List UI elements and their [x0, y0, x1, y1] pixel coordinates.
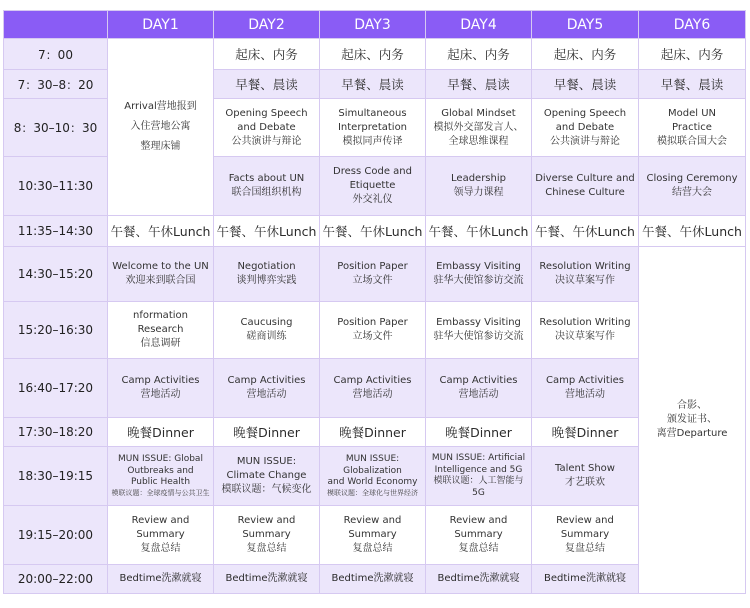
table-row — [4, 39, 746, 70]
activity-cell — [426, 302, 532, 359]
time-cell: 15:20–16:30 — [4, 302, 108, 359]
activity-cell: 午餐、午休Lunch — [532, 216, 639, 247]
activity-cell — [108, 247, 214, 302]
cell-line: 复盘总结 — [352, 543, 393, 554]
cell-line: Review and — [449, 515, 508, 526]
cell-line: and World Economy — [327, 477, 418, 488]
time-cell: 19:15–20:00 — [4, 506, 108, 565]
cell-line: Resolution Writing — [539, 261, 631, 272]
cell-line: Opening Speech — [225, 107, 308, 119]
cell-line: Model UN — [667, 107, 716, 119]
activity-cell — [426, 157, 532, 216]
cell-line: 外交礼仪 — [352, 194, 393, 205]
cell-line: 模拟同声传译 — [342, 135, 403, 147]
header-row — [4, 11, 746, 39]
cell-line: 立场文件 — [352, 275, 393, 286]
cell-line: 公共演讲与辩论 — [231, 135, 302, 147]
activity-cell: 午餐、午休Lunch — [639, 216, 746, 247]
activity-cell — [532, 99, 639, 157]
activity-cell — [108, 302, 214, 359]
activity-cell — [214, 359, 320, 418]
time-cell: 18:30–19:15 — [4, 447, 108, 506]
activity-cell: 起床、内务 — [639, 39, 746, 70]
cell-line: 营地活动 — [246, 389, 287, 400]
cell-line: 模联议题：人工智能与5G — [433, 476, 524, 498]
cell-line: 营地活动 — [565, 389, 605, 400]
cell-line: Facts about UN — [228, 173, 305, 184]
cell-line: Global Mindset — [441, 107, 516, 119]
activity-cell — [320, 302, 426, 359]
activity-cell — [320, 99, 426, 157]
activity-cell — [320, 247, 426, 302]
cell-line: Embassy Visiting — [436, 261, 521, 272]
cell-line: 离营Departure — [656, 428, 728, 439]
cell-line: Review and — [131, 515, 190, 526]
schedule-table — [3, 10, 746, 594]
cell-line: 领导力课程 — [453, 187, 504, 198]
cell-line: 模拟联合国大会 — [657, 135, 727, 147]
time-cell: 7：00 — [4, 39, 108, 70]
cell-line: 驻华大使馆参访交流 — [433, 275, 524, 286]
activity-cell: 早餐、晨读 — [320, 70, 426, 99]
activity-cell — [532, 247, 639, 302]
activity-cell: 午餐、午休Lunch — [320, 216, 426, 247]
cell-line: Arrival营地报到 — [124, 101, 197, 112]
time-cell: 20:00–22:00 — [4, 565, 108, 594]
cell-line: Summary — [454, 529, 503, 540]
time-cell: 11:35–14:30 — [4, 216, 108, 247]
table-row — [4, 302, 746, 359]
activity-cell — [108, 447, 214, 506]
time-cell: 17:30–18:20 — [4, 418, 108, 447]
day-header: DAY5 — [532, 11, 639, 39]
activity-cell: Bedtime洗漱就寝 — [426, 565, 532, 594]
cell-line: Summary — [560, 529, 610, 540]
cell-line: Embassy Visiting — [436, 317, 521, 328]
cell-line: 立场文件 — [352, 331, 393, 342]
activity-cell — [214, 506, 320, 565]
cell-line: Diverse Culture and — [535, 173, 635, 184]
cell-line: Review and — [343, 515, 402, 526]
activity-cell: 晚餐Dinner — [108, 418, 214, 447]
cell-line: 磋商训练 — [246, 331, 287, 342]
cell-line: 结营大会 — [672, 187, 712, 198]
activity-cell — [320, 447, 426, 506]
activity-cell — [214, 247, 320, 302]
activity-cell — [426, 99, 532, 157]
cell-line: 模联议题：全球化与世界经济 — [327, 488, 418, 497]
cell-line: 谈判博弈实践 — [236, 275, 297, 286]
time-cell: 10:30–11:30 — [4, 157, 108, 216]
cell-line: Public Health — [130, 477, 191, 488]
cell-line: Practice — [672, 121, 712, 133]
cell-line: Review and — [556, 515, 614, 526]
cell-line: 全球思维课程 — [448, 135, 509, 147]
cell-line: Summary — [242, 529, 291, 540]
activity-cell — [426, 247, 532, 302]
activity-cell: Bedtime洗漱就寝 — [214, 565, 320, 594]
activity-cell — [320, 506, 426, 565]
cell-line: Talent Show — [555, 463, 615, 474]
cell-line: Dress Code and — [333, 166, 412, 177]
cell-line: Simultaneous — [338, 107, 407, 119]
activity-cell — [214, 99, 320, 157]
cell-line: 复盘总结 — [140, 543, 181, 554]
cell-line: 欢迎来到联合国 — [125, 275, 196, 286]
activity-cell — [320, 359, 426, 418]
cell-line: 合影、 — [677, 400, 707, 411]
cell-line: 联合国组织机构 — [231, 187, 302, 198]
arrival-cell — [108, 39, 214, 216]
table-row — [4, 247, 746, 302]
cell-line: 颁发证书、 — [667, 414, 717, 425]
activity-cell: 午餐、午休Lunch — [426, 216, 532, 247]
cell-line: 复盘总结 — [565, 543, 605, 554]
cell-line: Outbreaks and — [127, 465, 194, 476]
cell-line: Leadership — [451, 173, 506, 184]
cell-line: 复盘总结 — [246, 543, 287, 554]
cell-line: MUN ISSUE: — [345, 454, 400, 465]
cell-line: 驻华大使馆参访交流 — [433, 331, 524, 342]
activity-cell: 晚餐Dinner — [214, 418, 320, 447]
activity-cell: 晚餐Dinner — [532, 418, 639, 447]
cell-line: Caucusing — [240, 317, 293, 328]
cell-line: 公共演讲与辩论 — [550, 135, 620, 147]
activity-cell — [532, 302, 639, 359]
activity-cell: 起床、内务 — [532, 39, 639, 70]
table-row — [4, 565, 746, 594]
table-row — [4, 506, 746, 565]
day-header: DAY6 — [639, 11, 746, 39]
cell-line: and Debate — [555, 121, 615, 133]
cell-line: and Debate — [237, 121, 296, 133]
activity-cell: 午餐、午休Lunch — [108, 216, 214, 247]
cell-line: Resolution Writing — [539, 317, 631, 328]
activity-cell: 起床、内务 — [426, 39, 532, 70]
cell-line: Interpretation — [337, 121, 408, 133]
activity-cell: Bedtime洗漱就寝 — [532, 565, 639, 594]
cell-line: Camp Activities — [546, 375, 624, 386]
cell-line: 决议草案写作 — [555, 331, 615, 342]
cell-line: Summary — [348, 529, 397, 540]
time-cell: 14:30–15:20 — [4, 247, 108, 302]
cell-line: 营地活动 — [352, 389, 393, 400]
activity-cell — [426, 359, 532, 418]
activity-cell: 午餐、午休Lunch — [214, 216, 320, 247]
activity-cell: 早餐、晨读 — [426, 70, 532, 99]
table-row — [4, 447, 746, 506]
cell-line: 模联议题：气候变化 — [221, 484, 312, 495]
cell-line: Opening Speech — [543, 107, 627, 119]
cell-line: Position Paper — [337, 261, 408, 272]
cell-line: 复盘总结 — [458, 543, 499, 554]
activity-cell: 早餐、晨读 — [532, 70, 639, 99]
cell-line: 营地活动 — [140, 389, 181, 400]
activity-cell — [639, 99, 746, 157]
time-cell: 7：30–8：20 — [4, 70, 108, 99]
departure-cell — [639, 247, 746, 594]
cell-line: Globalization — [343, 465, 402, 476]
cell-line: MUN ISSUE: — [236, 456, 297, 467]
activity-cell — [108, 506, 214, 565]
activity-cell — [532, 447, 639, 506]
activity-cell — [532, 506, 639, 565]
time-cell: 8：30–10：30 — [4, 99, 108, 157]
activity-cell: Bedtime洗漱就寝 — [108, 565, 214, 594]
day-header: DAY4 — [426, 11, 532, 39]
cell-line: Negotiation — [237, 261, 296, 272]
activity-cell — [532, 157, 639, 216]
time-cell: 16:40–17:20 — [4, 359, 108, 418]
cell-line: 信息调研 — [140, 338, 181, 349]
cell-line: Camp Activities — [439, 375, 518, 386]
activity-cell — [639, 157, 746, 216]
cell-line: Climate Change — [226, 470, 307, 481]
cell-line: Position Paper — [337, 317, 408, 328]
cell-line: 模联议题：全球疫情与公共卫生 — [111, 488, 210, 497]
table-row — [4, 359, 746, 418]
activity-cell: 早餐、晨读 — [214, 70, 320, 99]
activity-cell — [214, 302, 320, 359]
activity-cell — [426, 506, 532, 565]
header-corner — [4, 11, 108, 39]
cell-line: Closing Ceremony — [646, 173, 738, 184]
cell-line: Summary — [136, 529, 185, 540]
cell-line: 营地活动 — [458, 389, 499, 400]
activity-cell: Bedtime洗漱就寝 — [320, 565, 426, 594]
cell-line: 决议草案写作 — [555, 275, 615, 286]
activity-cell — [320, 157, 426, 216]
day-header: DAY1 — [108, 11, 214, 39]
activity-cell — [214, 157, 320, 216]
table-row — [4, 216, 746, 247]
cell-line: 入住营地公寓 — [130, 121, 191, 132]
cell-line: MUN ISSUE: Global — [118, 454, 203, 465]
cell-line: MUN ISSUE: Artificial — [431, 453, 526, 463]
activity-cell: 晚餐Dinner — [320, 418, 426, 447]
activity-cell: 起床、内务 — [320, 39, 426, 70]
activity-cell — [532, 359, 639, 418]
cell-line: Camp Activities — [121, 375, 200, 386]
cell-line: Chinese Culture — [545, 187, 625, 198]
cell-line: Camp Activities — [333, 375, 412, 386]
activity-cell — [426, 447, 532, 506]
cell-line: 才艺联欢 — [565, 477, 605, 488]
table-row — [4, 418, 746, 447]
cell-line: Etiquette — [349, 180, 396, 191]
day-header: DAY2 — [214, 11, 320, 39]
cell-line: Welcome to the UN — [112, 261, 209, 272]
cell-line: Intelligence and 5G — [434, 464, 523, 475]
activity-cell: 早餐、晨读 — [639, 70, 746, 99]
activity-cell — [214, 447, 320, 506]
cell-line: nformation Research — [133, 310, 188, 335]
activity-cell — [108, 359, 214, 418]
cell-line: 整理床铺 — [140, 141, 181, 152]
cell-line: 模拟外交部发言人、 — [433, 121, 524, 133]
activity-cell: 起床、内务 — [214, 39, 320, 70]
activity-cell: 晚餐Dinner — [426, 418, 532, 447]
cell-line: Review and — [237, 515, 296, 526]
day-header: DAY3 — [320, 11, 426, 39]
cell-line: Camp Activities — [227, 375, 306, 386]
